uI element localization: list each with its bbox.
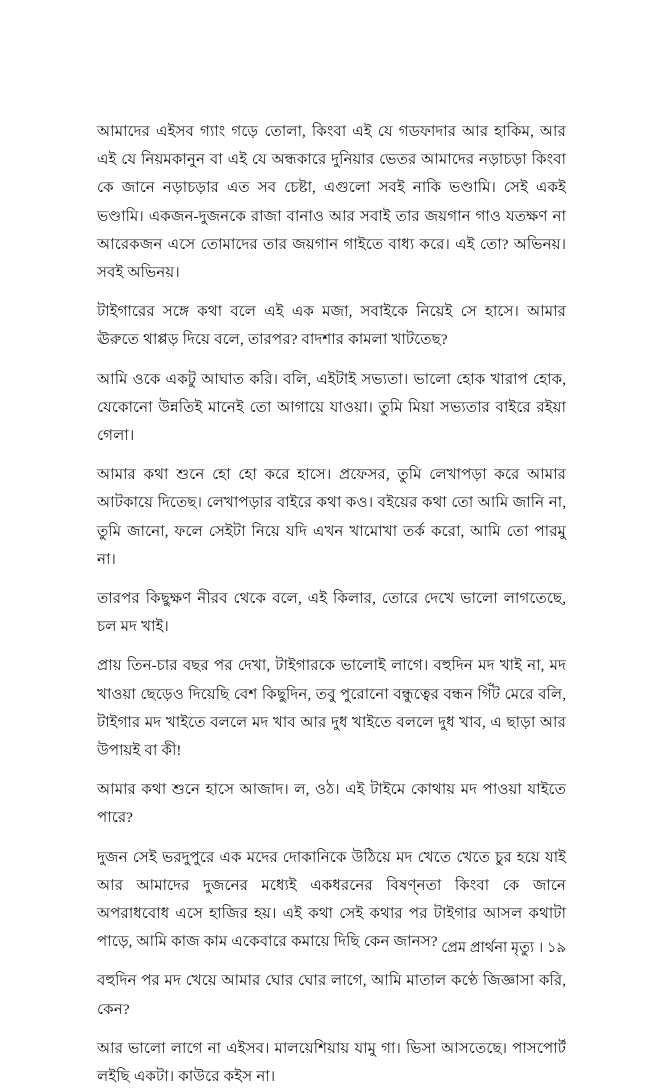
- paragraph: দুজন সেই ভরদুপুরে এক মদের দোকানিকে উঠিয়ে মদ খেতে খেতে চুর হয়ে যাই আর আমাদের দুজনের মধ্যেই একধরনের বিষণ্নতা কিংবা কে জানে অপরাধবোধ এসে হাজির হয়। এই কথা সেই কথার পর টাইগার আসল কথাটা পাড়ে, আমি কাজ কাম একেবারে কমায়ে দিছি কেন জানস?: [97, 848, 566, 951]
- paragraph: টাইগারের সঙ্গে কথা বলে এই এক মজা, সবাইকে নিয়েই সে হাসে। আমার ঊরুতে থাপ্পড় দিয়ে বলে, তারপর? বাদশার কামলা খাটতেছ?: [97, 303, 566, 349]
- paragraph: আমার কথা শুনে হো হো করে হাসে। প্রফেসর, তুমি লেখাপড়া করে আমার আটকায়ে দিতেছ। লেখাপড়ার বাইরে কথা কও। বইয়ের কথা তো আমি জানি না, তুমি জানো, ফলে সেইটা নিয়ে যদি এখন খামোখা তর্ক করো, আমি তো পারমু না।: [97, 466, 566, 568]
- paragraph: বহুদিন পর মদ খেয়ে আমার ঘোর ঘোর লাগে, আমি মাতাল কণ্ঠে জিজ্ঞাসা করি, কেন?: [97, 972, 566, 1018]
- paragraph: প্রায় তিন-চার বছর পর দেখা, টাইগারকে ভালোই লাগে। বহুদিন মদ খাই না, মদ খাওয়া ছেড়েও দিয়েছি বেশ কিছুদিন, তবু পুরোনো বন্ধুত্বের বন্ধন গিঁট মেরে বলি, টাইগার মদ খাইতে বললে মদ খাব আর দুধ খাইতে বললে দুধ খাব, এ ছাড়া আর উপায়ই বা কী!: [97, 657, 566, 760]
- paragraph: আর ভালো লাগে না এইসব। মালয়েশিয়ায় যামু গা। ভিসা আসতেছে। পাসপোর্ট লইছি একটা। কাউরে কইস না।: [97, 1039, 566, 1086]
- paragraph: আমার কথা শুনে হাসে আজাদ। ল, ওঠ। এই টাইমে কোথায় মদ পাওয়া যাইতে পারে?: [97, 781, 566, 827]
- paragraph: আমাদের এইসব গ্যাং গড়ে তোলা, কিংবা এই যে গডফাদার আর হাকিম, আর এই যে নিয়মকানুন বা এই যে অন্ধকারে দুনিয়ার ভেতর আমাদের নড়াচড়া কিংবা কে জানে নড়াচড়ার এত সব চেষ্টা, এগুলো সবই নাকি ভণ্ডামি। সেই একই ভণ্ডামি। একজন-দুজনকে রাজা বানাও আর সবাই তার জয়গান গাও যতক্ষণ না আরেকজন এসে তোমাদের তার জয়গান গাইতে বাধ্য করে। এই তো? অভিনয়। সবই অভিনয়।: [97, 123, 566, 282]
- page-footer: প্রেম প্রার্থনা মৃত্যু । ১৯: [441, 940, 566, 956]
- paragraph: তারপর কিছুক্ষণ নীরব থেকে বলে, এই কিলার, তোরে দেখে ভালো লাগতেছে, চল মদ খাই।: [97, 590, 566, 636]
- paragraph: আমি ওকে একটু আঘাত করি। বলি, এইটাই সভ্যতা। ভালো হোক খারাপ হোক, যেকোনো উন্নতিই মানেই তো আগায়ে যাওয়া। তুমি মিয়া সভ্যতার বাইরে রইয়া গেলা।: [97, 370, 566, 445]
